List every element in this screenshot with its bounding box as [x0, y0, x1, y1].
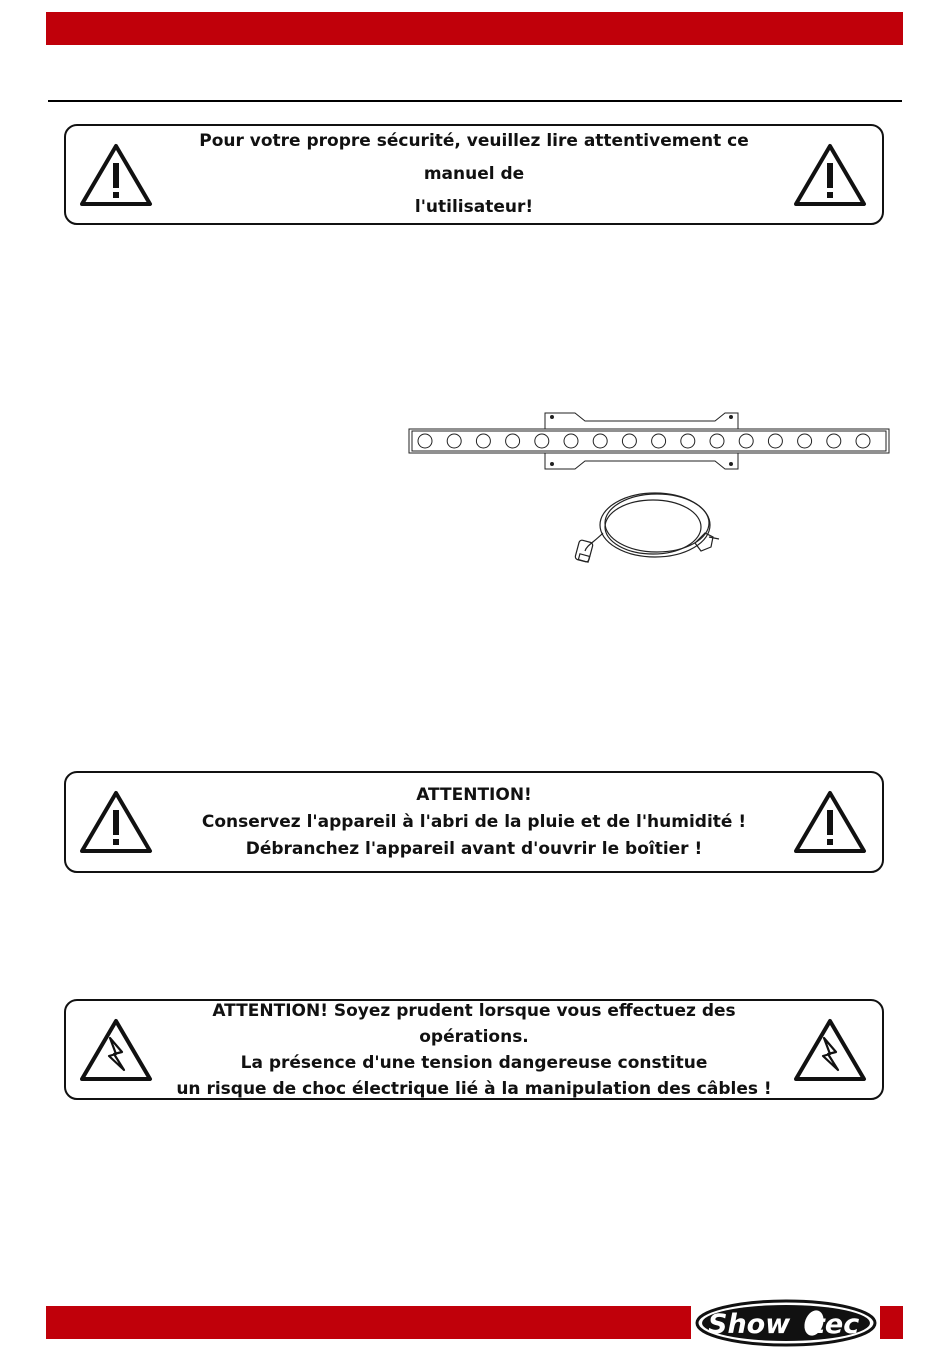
led-lens	[593, 434, 607, 448]
electric-hazard-icon	[78, 1016, 154, 1084]
warning-line: ATTENTION! Soyez prudent lorsque vous effectuez des opérations.	[212, 1000, 736, 1047]
safety-warning-box	[64, 124, 884, 225]
electric-warning-box	[64, 999, 884, 1100]
led-lens	[622, 434, 636, 448]
led-lens	[681, 434, 695, 448]
warning-line: Conservez l'appareil à l'abri de la pluie et de l'humidité !	[201, 811, 747, 832]
led-lens	[827, 434, 841, 448]
warning-triangle-icon	[792, 788, 868, 856]
warning-line: Débranchez l'appareil avant d'ouvrir le boîtier !	[245, 838, 703, 859]
led-lens	[535, 434, 549, 448]
warning-line: l'utilisateur!	[414, 197, 534, 217]
electric-hazard-icon	[792, 1016, 868, 1084]
warning-triangle-icon	[792, 141, 868, 209]
logo-text-tec: tec	[812, 1309, 860, 1340]
footer-bar-end	[880, 1306, 903, 1339]
warning-triangle-icon	[78, 141, 154, 209]
led-lens	[739, 434, 753, 448]
warning-line: Pour votre propre sécurité, veuillez lire attentivement ce manuel de	[199, 131, 749, 184]
product-illustration	[405, 405, 893, 565]
showtec-logo	[694, 1298, 878, 1348]
header-bar	[46, 12, 903, 45]
safety-warning-text	[166, 126, 782, 223]
moisture-warning-text	[166, 773, 782, 871]
led-lens	[506, 434, 520, 448]
led-lens	[856, 434, 870, 448]
led-bar	[409, 413, 889, 469]
led-lens	[710, 434, 724, 448]
header-divider	[48, 100, 902, 102]
moisture-warning-box	[64, 771, 884, 873]
warning-line: ATTENTION!	[416, 784, 532, 805]
power-cable	[575, 493, 719, 562]
warning-triangle-icon	[78, 788, 154, 856]
led-lens	[798, 434, 812, 448]
led-lens	[652, 434, 666, 448]
led-lens	[768, 434, 782, 448]
electric-warning-text	[166, 1001, 782, 1098]
led-lens	[564, 434, 578, 448]
footer-bar	[46, 1306, 691, 1339]
led-lens	[418, 434, 432, 448]
led-lens	[476, 434, 490, 448]
led-lens	[447, 434, 461, 448]
warning-line: La présence d'une tension dangereuse constitue	[240, 1052, 708, 1073]
warning-line: un risque de choc électrique lié à la manipulation des câbles !	[176, 1078, 772, 1099]
led-lenses	[418, 434, 870, 448]
logo-text-show: Show	[708, 1309, 791, 1340]
